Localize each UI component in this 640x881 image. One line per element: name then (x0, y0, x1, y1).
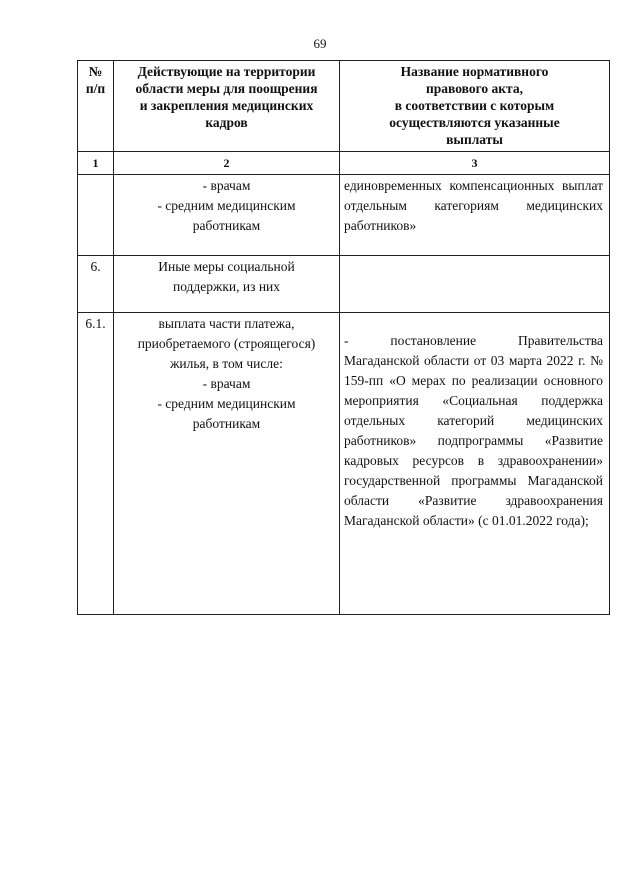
page-number: 69 (313, 36, 327, 51)
header-measures (114, 61, 340, 152)
measure-line: - врачам (202, 178, 251, 193)
measure-cell (114, 313, 340, 615)
measure-cell (114, 175, 340, 256)
table-header-row (78, 61, 610, 152)
header-line: п/п (85, 81, 106, 96)
header-line: осуществляются указанные (389, 115, 560, 130)
header-line: Действующие на территории (137, 64, 316, 79)
header-line: правового акта, (426, 81, 523, 96)
measure-line: работникам (192, 218, 261, 233)
legal-act-cell (340, 256, 610, 313)
header-line: в соответствии с которым (394, 98, 555, 113)
table-row (78, 313, 610, 615)
measure-line: работникам (192, 416, 261, 431)
measure-cell (114, 256, 340, 313)
table-row (78, 256, 610, 313)
measure-line: Иные меры социальной (158, 259, 295, 274)
header-legal-act (340, 61, 610, 152)
measure-line: поддержки, из них (172, 279, 281, 294)
measure-line: приобретаемого (строящегося) (137, 336, 316, 351)
header-line: Название нормативного (400, 64, 549, 79)
column-number: 3 (340, 152, 610, 175)
column-number: 2 (114, 152, 340, 175)
row-number (78, 175, 114, 256)
column-number-row (78, 152, 610, 175)
legal-act-cell: единовременных компенсационных выплат отдельным категориям медицинских работников» (340, 175, 610, 256)
header-line: и закрепления медицинских (139, 98, 314, 113)
measure-line: - средним медицинским (157, 198, 296, 213)
column-number: 1 (78, 152, 114, 175)
header-line: выплаты (446, 132, 503, 147)
measure-line: - средним медицинским (157, 396, 296, 411)
header-line: № (88, 64, 103, 79)
row-number: 6.1. (78, 313, 114, 615)
measure-line: жилья, в том числе: (170, 356, 283, 371)
measure-line: выплата части платежа, (158, 316, 295, 331)
header-line: кадров (205, 115, 248, 130)
table-row (78, 175, 610, 256)
header-line: области меры для поощрения (135, 81, 318, 96)
header-number (78, 61, 114, 152)
row-number: 6. (78, 256, 114, 313)
measures-table (77, 60, 610, 615)
legal-act-cell: - постановление Правительства Магаданской области от 03 марта 2022 г. № 159-пп «О мерах по реализации основного мероприятия «Социальная поддержка отдельных категорий медицинских работников» подпрограммы «Развитие кадровых ресурсов в здравоохранении» государственной программы Магаданской области «Развитие здравоохранения Магаданской области» (с 01.01.2022 года); (340, 313, 610, 615)
measure-line: - врачам (202, 376, 251, 391)
